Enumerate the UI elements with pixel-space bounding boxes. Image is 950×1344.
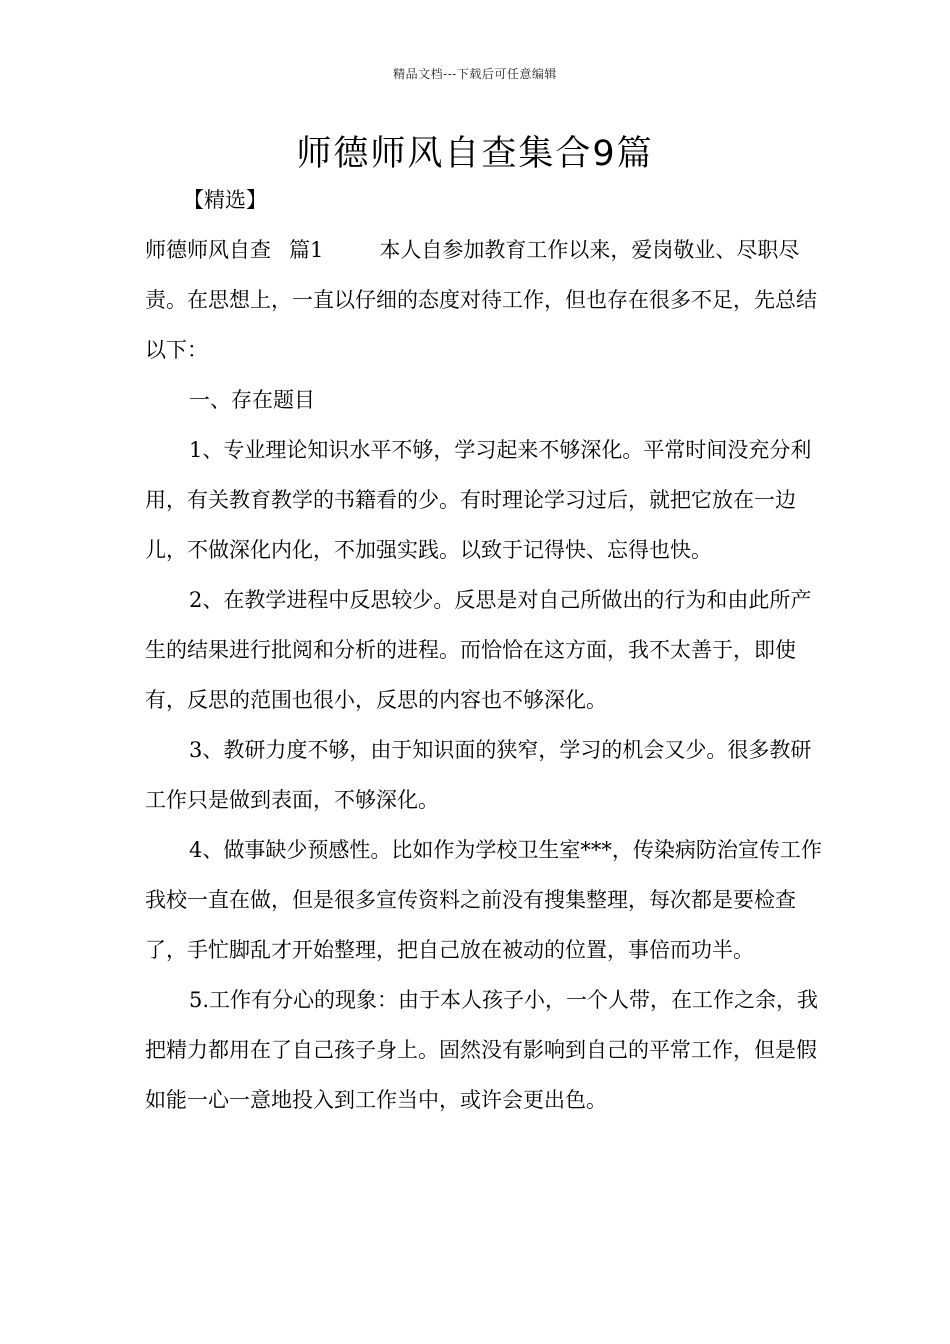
header-note: 精品文档---下载后可任意编辑 — [393, 67, 557, 81]
paragraph-5: 5.工作有分心的现象：由于本人孩子小，一个人带，在工作之余，我把精力都用在了自己孩子身上。固然没有影响到自己的平常工作，但是假如能一心一意地投入到工作当中，或许会更出色。 — [145, 988, 819, 1112]
paragraph-2: 2、在教学进程中反思较少。反思是对自己所做出的行为和由此所产生的结果进行批阅和分析的进程。而恰恰在这方面，我不太善于，即使有，反思的范围也很小，反思的内容也不够深化。 — [145, 588, 812, 712]
paragraph-3: 3、教研力度不够，由于知识面的狭窄，学习的机会又少。很多教研工作只是做到表面，不够深化。 — [145, 738, 812, 812]
document-body — [145, 225, 825, 1125]
paragraph-1: 1、专业理论知识水平不够，学习起来不够深化。平常时间没充分利用，有关教育教学的书籍看的少。有时理论学习过后，就把它放在一边儿，不做深化内化，不加强实践。以致于记得快、忘得也快。 — [145, 438, 812, 562]
document-title: 师德师风自查集合9篇 — [296, 134, 654, 174]
intro-paragraph — [145, 225, 825, 375]
intro-heading: 师德师风自查 — [145, 238, 271, 262]
selected-tag: 【精选】 — [183, 188, 267, 212]
paragraph-4: 4、做事缺少预感性。比如作为学校卫生室***，传染病防治宣传工作我校一直在做，但是很多宣传资料之前没有搜集整理，每次都是要检查了，手忙脚乱才开始整理，把自己放在被动的位置，事倍而功半。 — [145, 838, 822, 962]
intro-text: 本人自参加教育工作以来，爱岗敬业、尽职尽责。在思想上，一直以仔细的态度对待工作，但也存在很多不足，先总结以下： — [145, 238, 817, 362]
intro-part-label: 篇1 — [289, 238, 324, 262]
section-heading: 一、存在题目 — [189, 388, 315, 412]
